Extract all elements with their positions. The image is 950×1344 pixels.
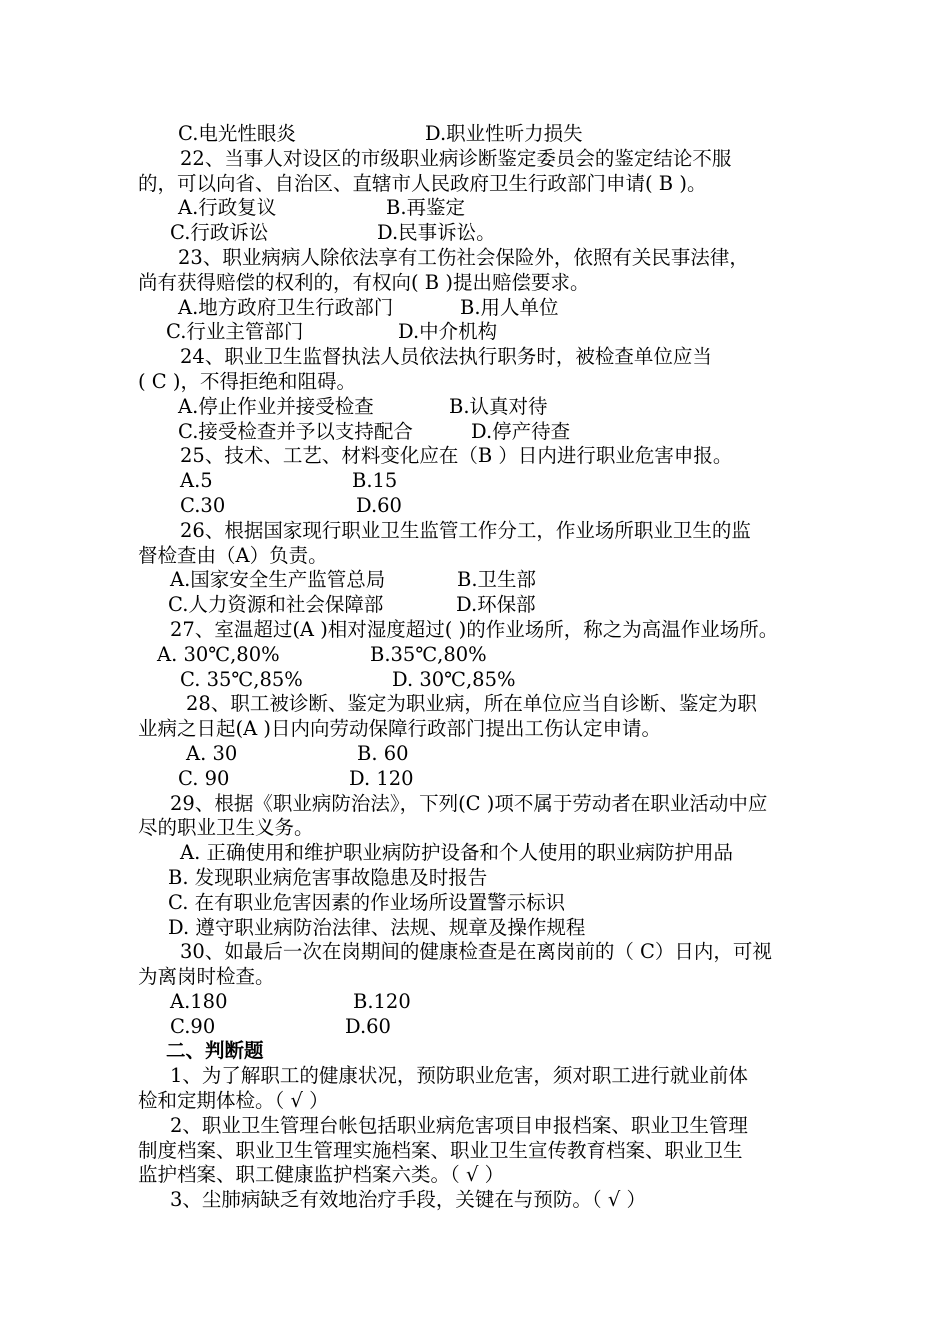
text-line [0, 891, 950, 916]
text-line [0, 792, 950, 817]
line-text: 业病之日起(A )日内向劳动保障行政部门提出工伤认定申请。 [138, 717, 661, 741]
option-right: D.职业性听力损失 [425, 122, 583, 145]
option-left: C.行业主管部门 [166, 320, 304, 344]
line-text: C. 在有职业危害因素的作业场所设置警示标识 [168, 890, 566, 914]
text-line [0, 196, 950, 221]
line-text: 30、如最后一次在岗期间的健康检查是在离岗前的（ C）日内，可视 [180, 940, 772, 964]
option-right: B.用人单位 [460, 295, 559, 319]
line-text: D. 遵守职业病防治法律、法规、规章及操作规程 [168, 915, 586, 939]
text-line [0, 444, 950, 469]
line-text: 27、室温超过(A )相对湿度超过( )的作业场所，称之为高温作业场所。 [170, 617, 779, 641]
text-line [0, 370, 950, 395]
text-line [0, 593, 950, 618]
text-line [0, 1114, 950, 1139]
text-line [0, 147, 950, 172]
text-line [0, 717, 950, 742]
option-right: D.民事诉讼。 [377, 221, 496, 245]
text-line [0, 568, 950, 593]
line-text: 监护档案、职工健康监护档案六类。（ √ ） [138, 1163, 505, 1187]
line-text: 1、为了解职工的健康状况，预防职业危害，须对职工进行就业前体 [170, 1064, 748, 1088]
text-line [0, 320, 950, 345]
option-left: C.行政诉讼 [170, 221, 269, 245]
option-right: B.35℃,80% [370, 642, 487, 666]
text-line [0, 618, 950, 643]
option-left: A.停止作业并接受检查 [178, 394, 374, 418]
line-text: B. 发现职业病危害事故隐患及时报告 [168, 865, 488, 889]
option-right: D.60 [356, 493, 402, 517]
line-text: 22、当事人对设区的市级职业病诊断鉴定委员会的鉴定结论不服 [180, 146, 732, 170]
option-left: C.人力资源和社会保障部 [168, 593, 384, 617]
text-line [0, 965, 950, 990]
option-left: C.接受检查并予以支持配合 [178, 419, 413, 443]
text-line [0, 271, 950, 296]
text-line [0, 692, 950, 717]
option-left: C. 90 [178, 766, 230, 790]
option-left: A.行政复议 [178, 196, 277, 220]
option-left: A.地方政府卫生行政部门 [178, 295, 394, 319]
text-line [0, 296, 950, 321]
text-line [0, 172, 950, 197]
line-text: 尚有获得赔偿的权利的，有权向( B )提出赔偿要求。 [138, 270, 590, 294]
option-left: C. 35℃,85% [180, 667, 303, 691]
option-left: A. 30 [186, 741, 238, 765]
line-text: 26、根据国家现行职业卫生监管工作分工，作业场所职业卫生的监 [180, 518, 751, 542]
option-left: A.5 [180, 469, 213, 493]
option-right: D. 30℃,85% [392, 667, 516, 691]
text-line [0, 841, 950, 866]
text-line [0, 420, 950, 445]
line-text: 的，可以向省、自治区、直辖市人民政府卫生行政部门申请( B )。 [138, 171, 707, 195]
line-text: 24、职业卫生监督执法人员依法执行职务时，被检查单位应当 [180, 345, 712, 369]
text-line [0, 221, 950, 246]
option-left: C.30 [180, 493, 226, 517]
option-right: B.认真对待 [449, 394, 548, 418]
option-right: D.停产待查 [471, 419, 571, 443]
text-line [0, 494, 950, 519]
text-line [0, 1139, 950, 1164]
text-line [0, 643, 950, 668]
line-text: 23、职业病病人除依法享有工伤社会保险外，依照有关民事法律， [178, 245, 749, 269]
text-line [0, 1015, 950, 1040]
document-body [0, 122, 950, 1213]
text-line [0, 866, 950, 891]
text-line [0, 990, 950, 1015]
line-text: 3、尘肺病缺乏有效地治疗手段，关键在与预防。（ √ ） [170, 1188, 646, 1212]
text-line [0, 1064, 950, 1089]
option-left: A.180 [170, 989, 228, 1013]
option-right: B.15 [352, 469, 398, 493]
text-line [0, 1089, 950, 1114]
text-line [0, 742, 950, 767]
option-right: D.环保部 [456, 593, 536, 617]
line-text: 制度档案、职业卫生管理实施档案、职业卫生宣传教育档案、职业卫生 [138, 1138, 743, 1162]
text-line [0, 1039, 950, 1064]
option-left: A. 30℃,80% [157, 642, 280, 666]
option-right: B.再鉴定 [386, 196, 466, 220]
option-right: D.中介机构 [398, 320, 498, 344]
option-right: D.60 [345, 1014, 391, 1038]
text-line [0, 469, 950, 494]
text-line [0, 519, 950, 544]
text-line [0, 246, 950, 271]
line-text: 29、根据《职业病防治法》，下列(C )项不属于劳动者在职业活动中应 [170, 791, 768, 815]
line-text: A. 正确使用和维护职业病防护设备和个人使用的职业病防护用品 [180, 841, 733, 865]
option-right: B.120 [353, 989, 411, 1013]
text-line [0, 1188, 950, 1213]
line-text: ( C )，不得拒绝和阻碍。 [138, 369, 357, 393]
text-line [0, 122, 950, 147]
line-text: 尽的职业卫生义务。 [138, 816, 314, 840]
line-text: 2、职业卫生管理台帐包括职业病危害项目申报档案、职业卫生管理 [170, 1113, 748, 1137]
text-line [0, 544, 950, 569]
text-line [0, 940, 950, 965]
option-left: C.90 [170, 1014, 216, 1038]
text-line [0, 1163, 950, 1188]
line-text: 督检查由（A）负责。 [138, 543, 328, 567]
text-line [0, 668, 950, 693]
text-line [0, 395, 950, 420]
option-right: B. 60 [357, 741, 409, 765]
text-line [0, 916, 950, 941]
text-line [0, 345, 950, 370]
section-heading: 二、判断题 [166, 1039, 264, 1063]
line-text: 28、职工被诊断、鉴定为职业病，所在单位应当自诊断、鉴定为职 [186, 692, 757, 716]
text-line [0, 767, 950, 792]
line-text: 为离岗时检查。 [138, 965, 275, 989]
option-left: A.国家安全生产监管总局 [170, 568, 386, 592]
text-line [0, 816, 950, 841]
option-left: C.电光性眼炎 [178, 122, 296, 145]
line-text: 检和定期体检。（ √ ） [138, 1089, 329, 1113]
option-right: D. 120 [349, 766, 414, 790]
line-text: 25、技术、工艺、材料变化应在（B ）日内进行职业危害申报。 [180, 444, 733, 468]
option-right: B.卫生部 [457, 568, 537, 592]
